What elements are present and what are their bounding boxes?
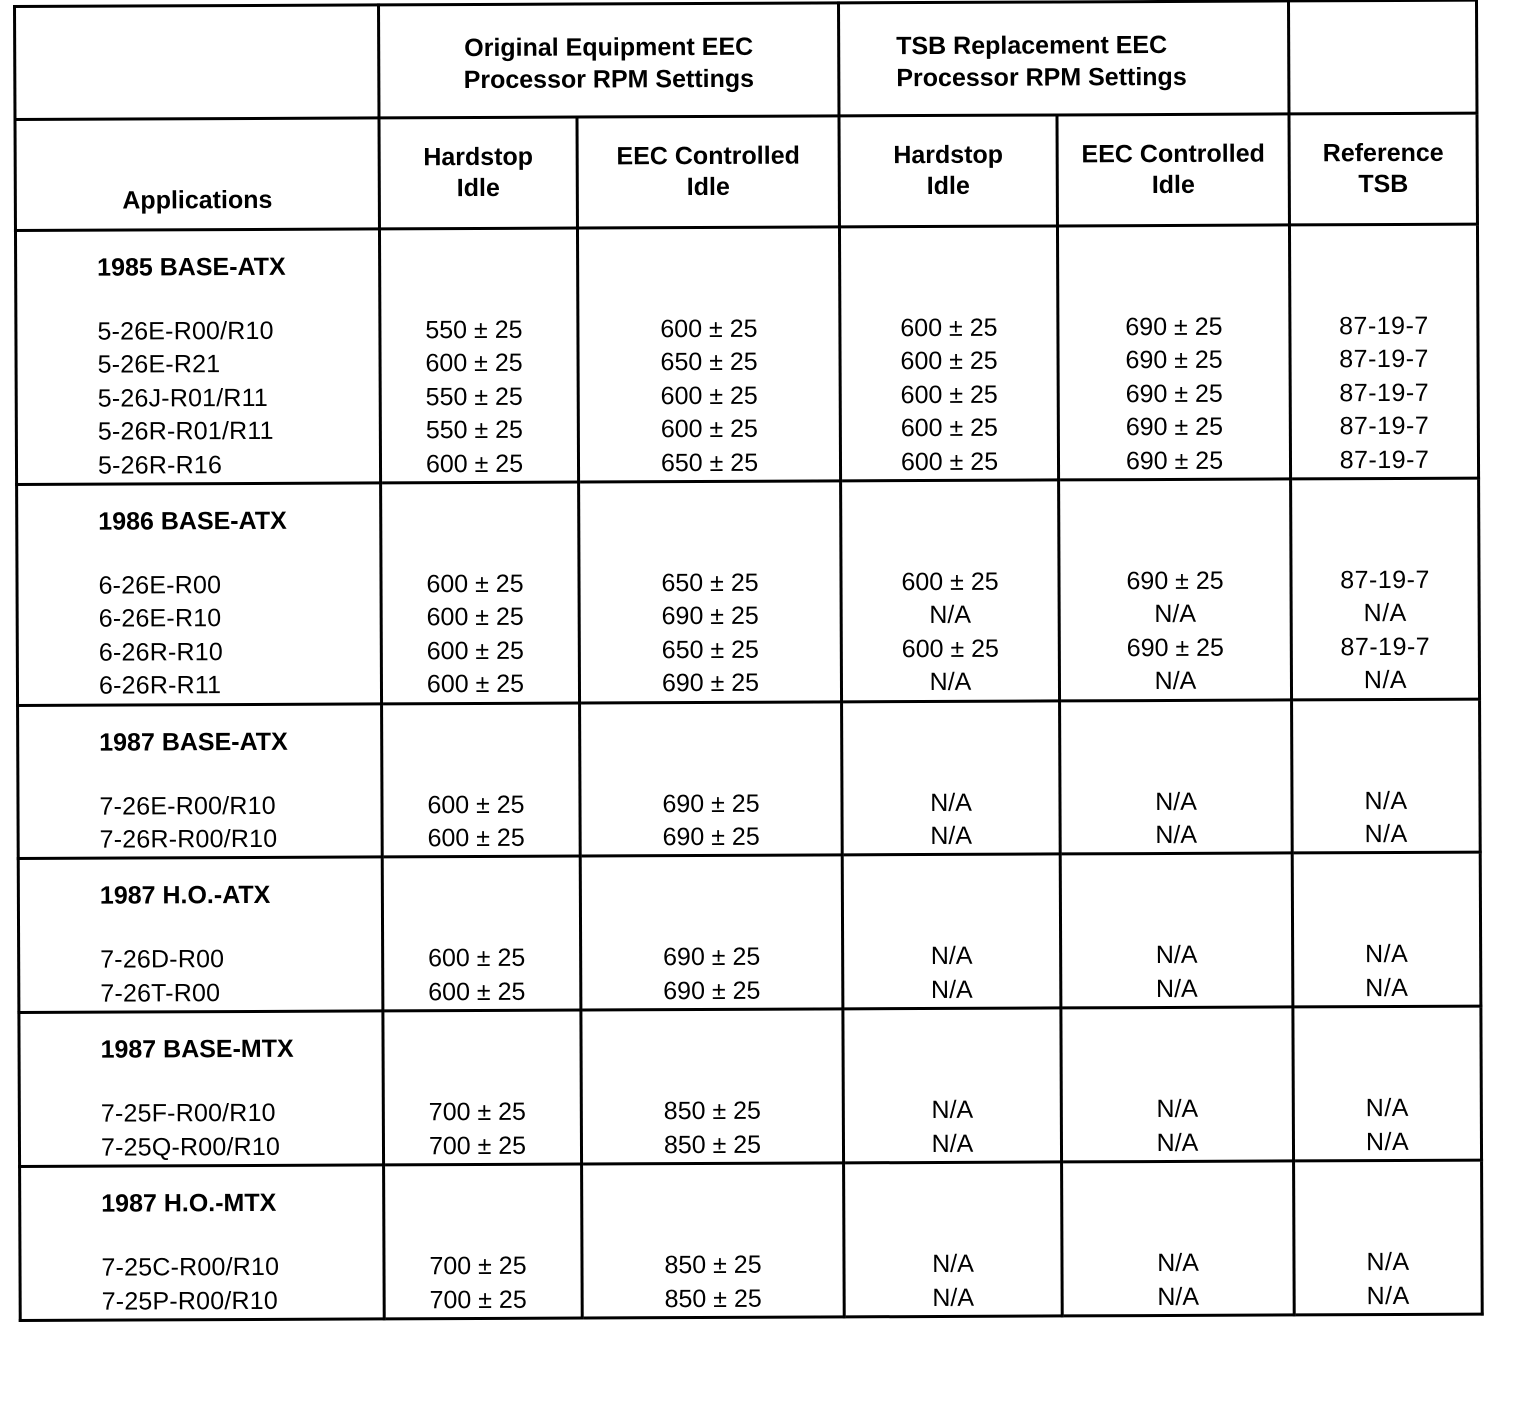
tsb-hardstop-value: 600 ± 25: [900, 447, 999, 476]
tsb-eec-value: N/A: [1156, 1128, 1199, 1157]
group-title: 1987 BASE-ATX: [99, 727, 288, 757]
tsb-eec-value: 690 ± 25: [1125, 346, 1223, 375]
tsb-eec-value: N/A: [1154, 600, 1197, 629]
reference-tsb-cell: [1294, 1160, 1483, 1315]
tsb-eec-value: N/A: [1155, 974, 1198, 1003]
tsb-eec-value: N/A: [1155, 820, 1198, 850]
application-code: 5-26E-R21: [97, 350, 221, 380]
application-group-row: [19, 1006, 1482, 1166]
application-group-cell: [15, 229, 380, 485]
oe-hardstop-value: 700 ± 25: [429, 1251, 527, 1281]
oe-eec-header-line-2: Idle: [686, 172, 730, 202]
group-title: 1987 BASE-MTX: [100, 1035, 294, 1064]
reference-tsb-value: N/A: [1366, 1281, 1410, 1310]
oe-eec-cell: [581, 1009, 844, 1164]
tsb-hardstop-value: N/A: [930, 975, 973, 1004]
reference-tsb-value: 87-19-7: [1339, 445, 1430, 474]
reference-tsb-header-line-1: Reference: [1322, 138, 1444, 168]
application-group-cell: [19, 1011, 384, 1166]
oe-hardstop-cell: [383, 1010, 582, 1165]
oe-hardstop-cell: [379, 228, 578, 483]
application-code: 7-25Q-R00/R10: [100, 1132, 281, 1162]
application-code: 5-26R-R01/R11: [97, 417, 274, 446]
reference-tsb-value: 87-19-7: [1339, 412, 1430, 441]
oe-eec-value: 650 ± 25: [660, 348, 758, 377]
tsb-hardstop-value: N/A: [930, 788, 972, 817]
application-group-row: [20, 1160, 1483, 1320]
oe-hardstop-cell: [381, 482, 580, 703]
group-header-row: [15, 0, 1478, 119]
reference-tsb-value: 87-19-7: [1339, 345, 1429, 374]
group-title: 1987 H.O.-MTX: [101, 1188, 277, 1218]
application-group-cell: [18, 704, 383, 859]
reference-tsb-value: N/A: [1365, 940, 1409, 969]
reference-tsb-value: N/A: [1364, 786, 1408, 815]
tsb-hardstop-value: N/A: [932, 1283, 975, 1312]
tsb-eec-cell: [1060, 853, 1293, 1008]
tsb-hardstop-value: N/A: [931, 1129, 974, 1158]
oe-hardstop-value: 600 ± 25: [427, 790, 525, 819]
original-equipment-header-line-2: Processor RPM Settings: [463, 64, 755, 95]
column-header-row: [15, 113, 1478, 230]
oe-eec-value: 690 ± 25: [661, 669, 760, 698]
oe-eec-value: 600 ± 25: [660, 414, 758, 444]
application-code: 6-26R-R10: [98, 637, 223, 667]
oe-hardstop-value: 600 ± 25: [426, 569, 524, 599]
tsb-hardstop-value: 600 ± 25: [900, 313, 998, 343]
application-code: 7-25P-R00/R10: [101, 1286, 279, 1316]
oe-eec-value: 850 ± 25: [663, 1130, 762, 1159]
tsb-hardstop-cell: [841, 480, 1060, 702]
tsb-eec-value: 690 ± 25: [1125, 379, 1223, 408]
oe-eec-cell: [580, 702, 843, 857]
oe-hardstop-value: 550 ± 25: [425, 382, 523, 412]
tsb-hardstop-cell: [843, 1008, 1062, 1163]
tsb-eec-cell: [1057, 225, 1290, 480]
reference-tsb-value: N/A: [1364, 819, 1408, 849]
oe-eec-value: 650 ± 25: [660, 448, 759, 477]
tsb-hardstop-value: 600 ± 25: [900, 347, 998, 376]
tsb-eec-value: N/A: [1156, 1095, 1199, 1124]
oe-hardstop-value: 550 ± 25: [425, 415, 523, 445]
tsb-eec-value: N/A: [1157, 1248, 1199, 1278]
application-code: 5-26J-R01/R11: [97, 383, 269, 413]
applications-header: [15, 118, 379, 231]
tsb-hardstop-value: 600 ± 25: [900, 413, 998, 443]
reference-tsb-value: N/A: [1365, 973, 1409, 1002]
tsb-hardstop-cell: [844, 1162, 1063, 1317]
application-code: 7-25C-R00/R10: [101, 1252, 280, 1282]
tsb-hardstop-cell: [842, 854, 1061, 1009]
oe-hardstop-value: 700 ± 25: [428, 1098, 526, 1127]
reference-tsb-value: N/A: [1365, 1127, 1410, 1156]
application-group-row: [15, 224, 1478, 484]
oe-hardstop-header-line-2: Idle: [456, 173, 500, 203]
oe-hardstop-header-line-1: Hardstop: [423, 142, 534, 172]
group-title: 1985 BASE-ATX: [97, 252, 286, 282]
tsb-hardstop-header-line-1: Hardstop: [893, 140, 1004, 170]
application-group-row: [18, 853, 1481, 1013]
reference-tsb-cell: [1292, 853, 1481, 1008]
tsb-eec-value: 690 ± 25: [1125, 412, 1224, 442]
oe-hardstop-cell: [384, 1164, 583, 1319]
tsb-replacement-header: [839, 1, 1290, 116]
oe-hardstop-value: 600 ± 25: [425, 349, 523, 378]
oe-eec-value: 690 ± 25: [663, 976, 761, 1006]
tsb-hardstop-cell: [839, 226, 1058, 481]
tsb-eec-value: 690 ± 25: [1125, 312, 1223, 342]
reference-tsb-value: N/A: [1363, 666, 1408, 695]
tsb-hardstop-cell: [842, 701, 1061, 856]
application-code: 5-26E-R00/R10: [97, 316, 274, 346]
reference-tsb-value: 87-19-7: [1340, 632, 1431, 662]
tsb-eec-cell: [1062, 1161, 1295, 1316]
reference-tsb-value: N/A: [1366, 1248, 1410, 1277]
reference-tsb-value: 87-19-7: [1339, 378, 1430, 408]
tsb-eec-header: [1057, 114, 1289, 226]
oe-hardstop-value: 600 ± 25: [428, 944, 526, 973]
oe-eec-header-line-1: EEC Controlled: [616, 141, 800, 171]
reference-tsb-value: 87-19-7: [1340, 565, 1430, 595]
application-group-cell: [17, 483, 382, 705]
reference-tsb-header-line-2: TSB: [1358, 169, 1409, 199]
group-title: 1986 BASE-ATX: [98, 506, 287, 536]
oe-hardstop-value: 600 ± 25: [428, 977, 526, 1007]
oe-eec-header: [577, 116, 839, 228]
tsb-hardstop-value: 600 ± 25: [901, 634, 999, 663]
reference-tsb-cell: [1290, 224, 1479, 479]
oe-hardstop-value: 700 ± 25: [429, 1285, 527, 1314]
application-code: 6-26E-R00: [98, 571, 222, 600]
rpm-settings-document: [13, 0, 1481, 1379]
application-code: 5-26R-R16: [97, 450, 223, 480]
application-group-row: [17, 478, 1480, 705]
oe-eec-value: 600 ± 25: [660, 314, 758, 344]
application-code: 7-26R-R00/R10: [99, 824, 278, 854]
tsb-eec-cell: [1061, 1007, 1294, 1162]
oe-eec-value: 850 ± 25: [663, 1097, 761, 1126]
applications-header-label: Applications: [122, 185, 273, 215]
tsb-eec-value: N/A: [1155, 941, 1198, 970]
tsb-eec-value: 690 ± 25: [1125, 446, 1224, 475]
tsb-eec-cell: [1059, 479, 1292, 701]
application-code: 6-26R-R11: [98, 671, 222, 700]
oe-eec-value: 690 ± 25: [662, 789, 760, 818]
tsb-hardstop-value: N/A: [930, 942, 973, 971]
application-code: 6-26E-R10: [98, 604, 222, 634]
oe-hardstop-value: 600 ± 25: [426, 603, 524, 632]
tsb-replacement-header-line-1: TSB Replacement EEC: [896, 30, 1168, 61]
oe-eec-cell: [580, 855, 843, 1010]
oe-eec-value: 690 ± 25: [661, 602, 759, 631]
reference-tsb-cell: [1291, 478, 1480, 699]
oe-hardstop-value: 600 ± 25: [425, 449, 524, 478]
reference-tsb-value: 87-19-7: [1339, 311, 1429, 341]
tsb-hardstop-value: N/A: [930, 821, 973, 851]
oe-eec-value: 850 ± 25: [664, 1250, 762, 1280]
tsb-hardstop-value: 600 ± 25: [900, 380, 998, 409]
application-group-row: [18, 699, 1481, 859]
tsb-eec-value: N/A: [1155, 787, 1197, 816]
application-group-cell: [18, 857, 383, 1012]
oe-eec-value: 850 ± 25: [664, 1284, 762, 1313]
group-title: 1987 H.O.-ATX: [99, 881, 271, 911]
tsb-hardstop-value: N/A: [931, 1096, 974, 1125]
tsb-hardstop-value: N/A: [932, 1249, 974, 1279]
application-code: 7-25F-R00/R10: [100, 1099, 276, 1128]
tsb-eec-value: N/A: [1157, 1282, 1200, 1311]
tsb-replacement-header-line-2: Processor RPM Settings: [896, 62, 1187, 93]
oe-hardstop-cell: [382, 703, 581, 858]
oe-eec-value: 650 ± 25: [661, 635, 759, 665]
tsb-hardstop-header: [839, 115, 1057, 227]
tsb-eec-cell: [1060, 700, 1293, 855]
oe-eec-cell: [579, 481, 842, 703]
original-equipment-header: [379, 3, 840, 118]
oe-hardstop-header: [379, 117, 577, 229]
blank-header-cell: [15, 5, 379, 120]
tsb-hardstop-value: N/A: [929, 668, 972, 697]
application-code: 7-26E-R00/R10: [99, 791, 276, 821]
tsb-eec-value: N/A: [1154, 667, 1197, 696]
oe-hardstop-value: 550 ± 25: [425, 315, 523, 345]
oe-hardstop-value: 600 ± 25: [426, 636, 524, 666]
oe-hardstop-value: 700 ± 25: [428, 1131, 527, 1160]
original-equipment-header-line-1: Original Equipment EEC: [464, 32, 754, 63]
reference-tsb-cell: [1292, 699, 1481, 854]
application-code: 7-26T-R00: [100, 978, 221, 1008]
tsb-hardstop-header-line-2: Idle: [926, 171, 970, 201]
oe-hardstop-value: 600 ± 25: [427, 823, 525, 853]
reference-tsb-value: N/A: [1363, 599, 1407, 628]
oe-eec-value: 690 ± 25: [663, 943, 761, 972]
oe-hardstop-value: 600 ± 25: [426, 670, 525, 699]
tsb-eec-header-line-2: Idle: [1151, 170, 1195, 200]
oe-eec-value: 690 ± 25: [662, 822, 760, 852]
tsb-eec-value: 690 ± 25: [1126, 633, 1224, 662]
tsb-eec-header-line-1: EEC Controlled: [1081, 139, 1265, 169]
tsb-eec-value: 690 ± 25: [1126, 566, 1224, 596]
oe-eec-value: 600 ± 25: [660, 381, 758, 410]
application-code: 7-26D-R00: [100, 945, 225, 975]
reference-tsb-header: [1289, 113, 1477, 225]
tsb-hardstop-value: N/A: [929, 601, 972, 630]
oe-eec-value: 650 ± 25: [661, 568, 759, 598]
tsb-hardstop-value: 600 ± 25: [901, 567, 999, 597]
rpm-settings-table: [13, 0, 1484, 1322]
table-body: [15, 0, 1483, 1320]
oe-hardstop-cell: [382, 857, 581, 1012]
reference-tsb-cell: [1293, 1006, 1482, 1161]
oe-eec-cell: [582, 1163, 845, 1318]
application-group-cell: [20, 1165, 385, 1320]
reference-tsb-value: N/A: [1365, 1094, 1410, 1123]
blank-header-cell-right: [1289, 0, 1477, 114]
oe-eec-cell: [577, 227, 840, 482]
